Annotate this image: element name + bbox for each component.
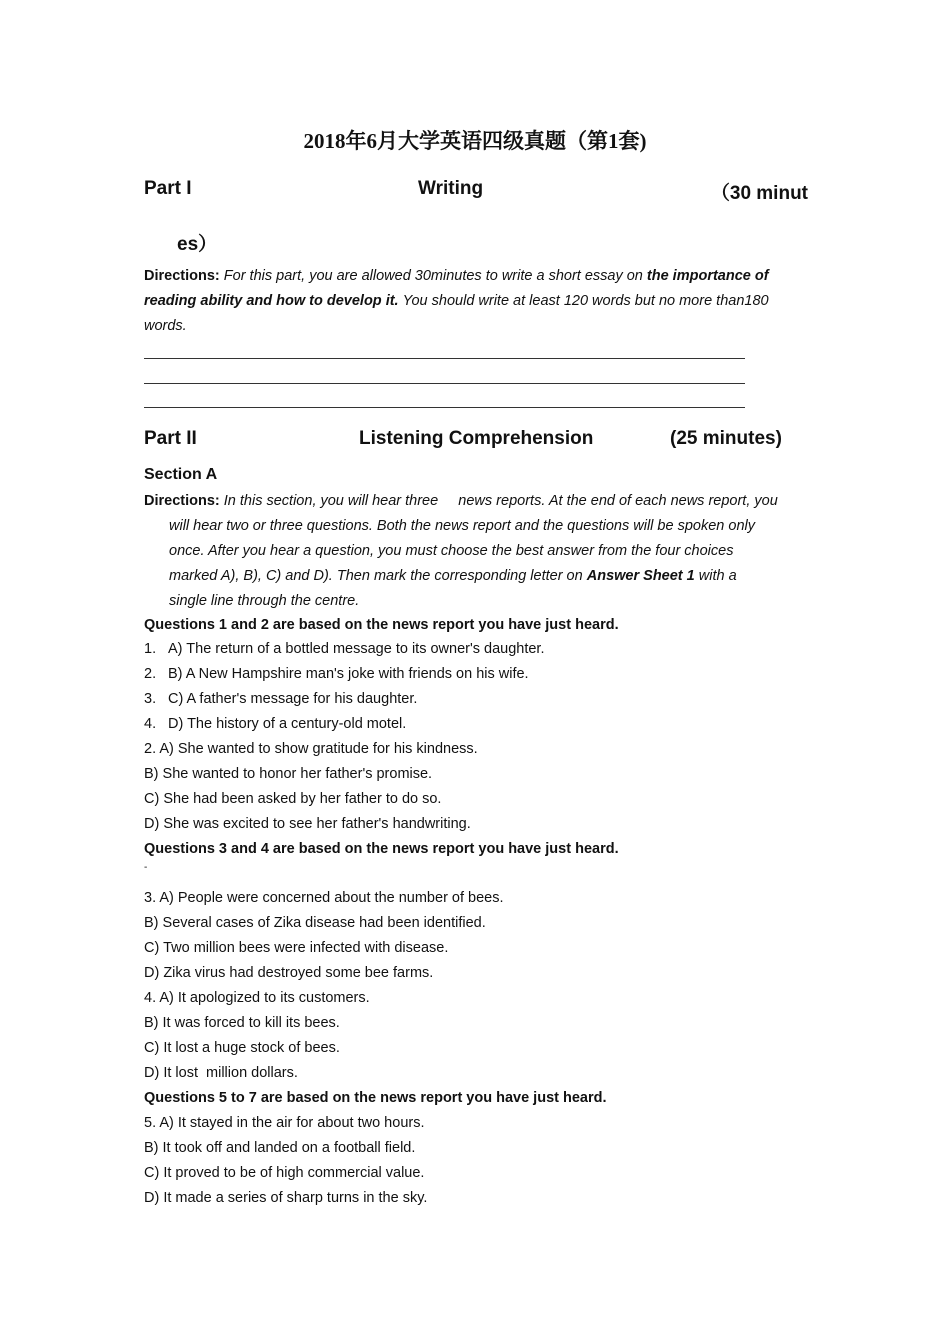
directions-topic: the importance of reading ability and how to develop it. [144, 268, 769, 309]
part2-name: Listening Comprehension [359, 428, 594, 449]
answer-option: B) She wanted to honor her father's promise. [144, 766, 433, 782]
answer-line [144, 407, 745, 408]
directions-text-2: You should write at least 120 words but no more tha [402, 293, 737, 309]
answer-line [144, 383, 745, 384]
answer-option: C) It lost a huge stock of bees. [144, 1040, 340, 1056]
stray-mark: - [144, 862, 148, 873]
directions-line: will hear two or three questions. Both the news report and the questions will be spoken only [169, 518, 755, 534]
answer-option: 4. A) It apologized to its customers. [144, 990, 370, 1006]
directions-text: For this part, you are allowed 30minutes to write a short essay on [223, 268, 643, 284]
part1-label: Part I [144, 178, 192, 199]
answer-option: B) It took off and landed on a football field. [144, 1140, 416, 1156]
question-group-heading: Questions 3 and 4 are based on the news report you have just heard. [144, 841, 619, 857]
answer-option: C) It proved to be of high commercial value. [144, 1165, 425, 1181]
directions-text-3: n180 words. [144, 293, 769, 334]
answer-option: D) It lost million dollars. [144, 1065, 298, 1081]
question-group-heading: Questions 1 and 2 are based on the news report you have just heard. [144, 617, 619, 633]
part1-time: （30 minut [710, 183, 808, 204]
directions-line: once. After you hear a question, you must choose the best answer from the four choices [169, 543, 734, 559]
part1-directions [144, 264, 814, 339]
directions-line: In this section, you will hear three news reports. At the end of each news report, you [223, 493, 778, 509]
page-title: 2018年6月大学英语四级真题（第1套) [303, 129, 647, 153]
directions-line: single line through the centre. [169, 593, 360, 609]
answer-option: D) It made a series of sharp turns in the sky. [144, 1190, 428, 1206]
section-a-heading: Section A [144, 466, 218, 483]
answer-option: 5. A) It stayed in the air for about two hours. [144, 1115, 425, 1131]
answer-option: 3. A) People were concerned about the number of bees. [144, 890, 504, 906]
answer-option: C) She had been asked by her father to do so. [144, 791, 442, 807]
directions-line: with a [698, 568, 737, 584]
answer-option: D) She was excited to see her father's handwriting. [144, 816, 471, 832]
part2-time: (25 minutes) [670, 428, 782, 449]
answer-option: 2. A) She wanted to show gratitude for his kindness. [144, 741, 478, 757]
list-item: 4. D) The history of a century-old motel. [144, 716, 407, 732]
directions-label: Directions: [144, 268, 220, 284]
part2-label: Part II [144, 428, 197, 449]
answer-option: C) Two million bees were infected with disease. [144, 940, 449, 956]
list-item: 3. C) A father's message for his daughter. [144, 691, 418, 707]
part2-directions [144, 489, 814, 614]
answer-option: B) It was forced to kill its bees. [144, 1015, 340, 1031]
list-item: 1. A) The return of a bottled message to its owner's daughter. [144, 641, 545, 657]
directions-line: marked A), B), C) and D). Then mark the corresponding letter on [169, 568, 583, 584]
answer-option: D) Zika virus had destroyed some bee farms. [144, 965, 434, 981]
part1-name: Writing [418, 178, 484, 199]
answer-line [144, 358, 745, 359]
directions-label: Directions: [144, 493, 220, 509]
question-group-heading: Questions 5 to 7 are based on the news report you have just heard. [144, 1090, 607, 1106]
part1-time-continued: es） [177, 234, 218, 255]
answer-option: B) Several cases of Zika disease had been identified. [144, 915, 486, 931]
answer-sheet-ref: Answer Sheet 1 [586, 568, 695, 584]
list-item: 2. B) A New Hampshire man's joke with friends on his wife. [144, 666, 529, 682]
